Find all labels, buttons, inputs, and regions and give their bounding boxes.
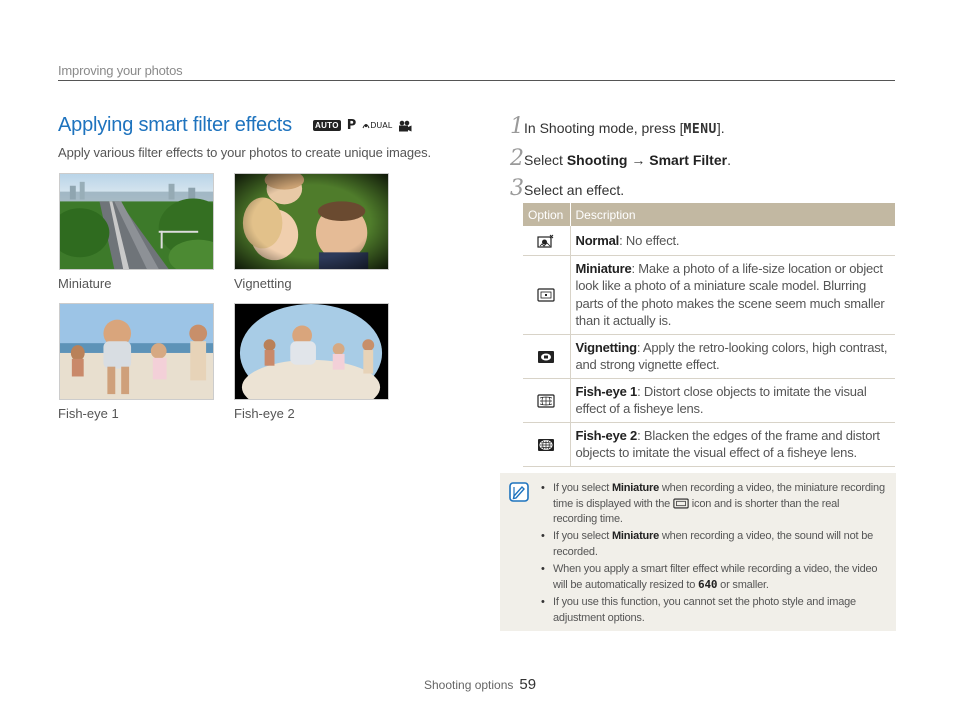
table-row xyxy=(523,378,895,422)
photo-caption: Vignetting xyxy=(234,276,292,291)
table-row xyxy=(523,255,895,334)
normal-filter-icon xyxy=(537,234,555,248)
shooting-mode-icons xyxy=(313,118,412,133)
table-row xyxy=(523,422,895,466)
step-text: Select an effect. xyxy=(524,182,625,198)
resolution-640-icon: 640 xyxy=(698,578,718,591)
note-box xyxy=(500,473,896,631)
photo-caption: Fish-eye 1 xyxy=(58,406,119,421)
row-description: Fish-eye 1: Distort close objects to imitate the visual effect of a fisheye lens. xyxy=(570,378,895,422)
step-1 xyxy=(500,114,725,139)
fisheye1-sample-photo xyxy=(59,303,214,400)
vignetting-sample-photo xyxy=(234,173,389,270)
page-subtitle: Apply various filter effects to your photos to create unique images. xyxy=(58,145,432,160)
step-2 xyxy=(500,146,731,171)
miniature-sample-photo xyxy=(59,173,214,270)
list-item: • If you select Miniature when recording a video, the miniature recording time is displayed with the icon and is shorter than the real recording time. xyxy=(540,481,885,528)
step-text: Select Shooting → Smart Filter. xyxy=(524,152,731,168)
row-description: Fish-eye 2: Blacken the edges of the frame and distort objects to imitate the visual effect of a fisheye lens. xyxy=(570,422,895,466)
row-description: Miniature: Make a photo of a life-size location or object look like a photo of a miniature scale model. Blurring parts of the photo makes the scene seem much smaller than it actually is. xyxy=(570,255,895,334)
table-row xyxy=(523,226,895,255)
menu-button-label: MENU xyxy=(683,122,717,137)
movie-mode-icon xyxy=(398,120,412,132)
table-header-row xyxy=(523,203,895,226)
auto-mode-icon: AUTO xyxy=(315,121,339,130)
program-mode-icon: P xyxy=(346,118,357,133)
option-column-header: Option xyxy=(523,203,570,226)
step-3 xyxy=(500,176,624,201)
description-column-header: Description xyxy=(570,203,895,226)
fisheye1-filter-icon xyxy=(537,394,555,408)
page-title: Applying smart filter effects xyxy=(58,114,292,136)
list-item: • If you use this function, you cannot set the photo style and image adjustment options. xyxy=(540,595,885,626)
step-number: 1 xyxy=(510,114,524,139)
row-description: Vignetting: Apply the retro-looking colors, high contrast, and strong vignette effect. xyxy=(570,334,895,378)
section-header: Improving your photos xyxy=(58,63,183,78)
note-pencil-icon xyxy=(509,482,529,502)
table-row xyxy=(523,334,895,378)
row-description: Normal: No effect. xyxy=(570,226,895,255)
list-item: • If you select Miniature when recording a video, the sound will not be recorded. xyxy=(540,529,885,560)
miniature-filter-icon xyxy=(673,498,689,509)
step-number: 2 xyxy=(510,146,524,171)
filter-options-table xyxy=(523,203,895,467)
vignetting-filter-icon xyxy=(537,350,555,364)
photo-caption: Miniature xyxy=(58,276,112,291)
miniature-filter-icon xyxy=(537,288,555,302)
fisheye2-filter-icon xyxy=(537,438,555,452)
fisheye2-sample-photo xyxy=(234,303,389,400)
step-number: 3 xyxy=(510,176,524,201)
page-footer xyxy=(424,676,536,693)
footer-section-label: Shooting options xyxy=(424,678,514,692)
photo-caption: Fish-eye 2 xyxy=(234,406,295,421)
header-divider xyxy=(58,80,895,81)
list-item: • When you apply a smart filter effect while recording a video, the video will be automatically resized to 640 or smaller. xyxy=(540,562,885,594)
step-text: In Shooting mode, press [MENU]. xyxy=(524,120,725,137)
page-number: 59 xyxy=(519,676,537,693)
dual-is-mode-icon: DUAL xyxy=(362,121,392,130)
note-list xyxy=(540,481,885,628)
